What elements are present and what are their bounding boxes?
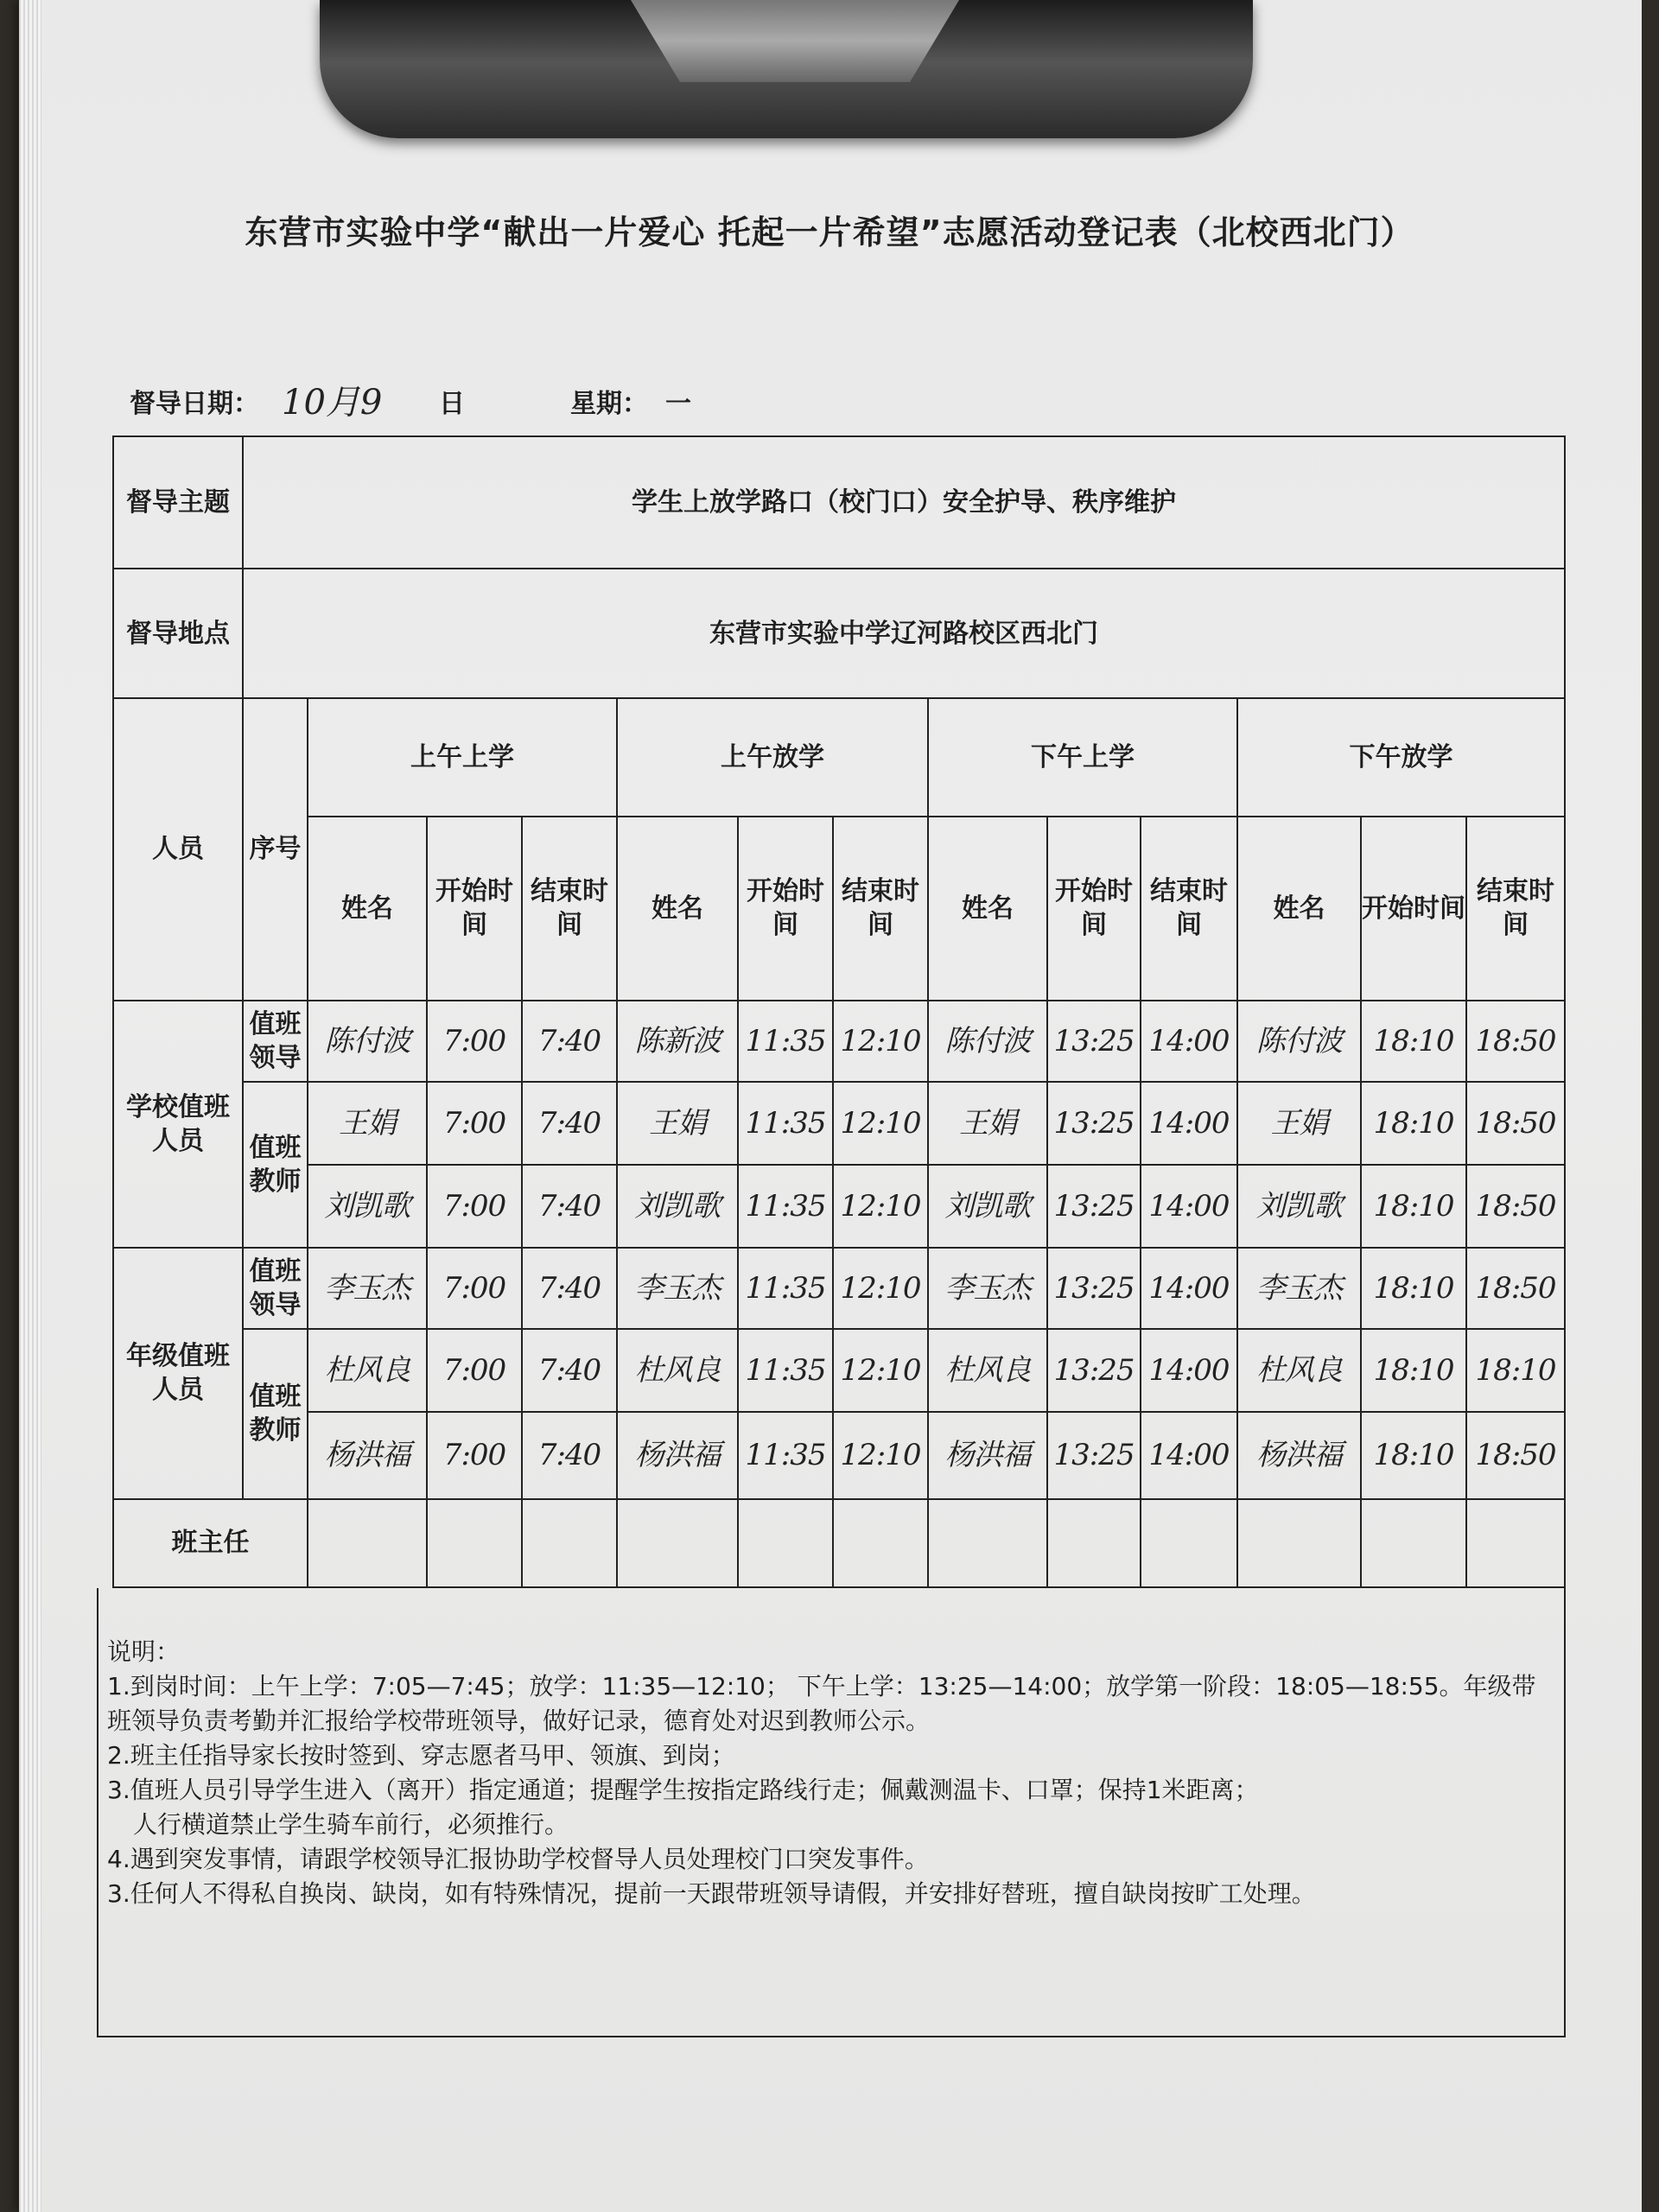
signature-cell: 王娟 bbox=[928, 1082, 1047, 1165]
time-cell: 18:10 bbox=[1361, 1248, 1466, 1329]
role-leader: 值班领导 bbox=[243, 1248, 308, 1329]
time-cell: 13:25 bbox=[1047, 1082, 1141, 1165]
notes-section bbox=[97, 1588, 1566, 2037]
time-cell: 18:10 bbox=[1466, 1329, 1565, 1412]
time-cell: 7:40 bbox=[522, 1165, 617, 1248]
signature-cell: 王娟 bbox=[308, 1082, 427, 1165]
session-header: 上午上学 bbox=[308, 698, 617, 817]
signature-cell: 杨洪福 bbox=[617, 1412, 738, 1498]
role-leader: 值班领导 bbox=[243, 1001, 308, 1082]
end-header: 结束时间 bbox=[833, 817, 928, 1001]
date-day-suffix: 日 bbox=[439, 389, 465, 419]
note-line: 4.遇到突发事情，请跟学校领导汇报协助学校督导人员处理校门口突发事件。 bbox=[107, 1845, 929, 1873]
date-month-day: 10月9 bbox=[282, 383, 383, 423]
note-line: 人行横道禁止学生骑车前行，必须推行。 bbox=[133, 1810, 569, 1839]
location-value: 东营市实验中学辽河路校区西北门 bbox=[243, 569, 1565, 697]
empty-cell bbox=[928, 1499, 1047, 1587]
time-cell: 11:35 bbox=[738, 1329, 833, 1412]
time-cell: 18:10 bbox=[1361, 1001, 1466, 1082]
time-cell: 7:00 bbox=[427, 1329, 522, 1412]
empty-cell bbox=[617, 1499, 738, 1587]
time-cell: 7:00 bbox=[427, 1082, 522, 1165]
serial-header: 序号 bbox=[243, 698, 308, 1001]
end-header: 结束时间 bbox=[1466, 817, 1565, 1001]
signature-cell: 杜风良 bbox=[308, 1329, 427, 1412]
location-label: 督导地点 bbox=[113, 569, 243, 697]
time-cell: 18:50 bbox=[1466, 1001, 1565, 1082]
time-cell: 13:25 bbox=[1047, 1165, 1141, 1248]
signature-cell: 李玉杰 bbox=[308, 1248, 427, 1329]
time-cell: 11:35 bbox=[738, 1001, 833, 1082]
time-cell: 18:10 bbox=[1361, 1165, 1466, 1248]
time-cell: 7:00 bbox=[427, 1412, 522, 1498]
time-cell: 12:10 bbox=[833, 1001, 928, 1082]
empty-cell bbox=[1466, 1499, 1565, 1587]
time-cell: 11:35 bbox=[738, 1082, 833, 1165]
time-cell: 14:00 bbox=[1141, 1001, 1237, 1082]
topic-value: 学生上放学路口（校门口）安全护导、秩序维护 bbox=[243, 436, 1565, 569]
signature-cell: 杨洪福 bbox=[1237, 1412, 1361, 1498]
start-header: 开始时间 bbox=[1361, 817, 1466, 1001]
time-cell: 13:25 bbox=[1047, 1248, 1141, 1329]
role-teacher: 值班教师 bbox=[243, 1329, 308, 1498]
time-cell: 18:50 bbox=[1466, 1082, 1565, 1165]
signature-cell: 杜风良 bbox=[617, 1329, 738, 1412]
empty-cell bbox=[1361, 1499, 1466, 1587]
time-cell: 12:10 bbox=[833, 1248, 928, 1329]
signature-cell: 刘凯歌 bbox=[308, 1165, 427, 1248]
time-cell: 12:10 bbox=[833, 1329, 928, 1412]
signature-cell: 陈付波 bbox=[928, 1001, 1047, 1082]
time-cell: 18:50 bbox=[1466, 1412, 1565, 1498]
signature-cell: 陈新波 bbox=[617, 1001, 738, 1082]
weekday-label: 星期： bbox=[570, 389, 648, 419]
time-cell: 12:10 bbox=[833, 1082, 928, 1165]
time-cell: 7:40 bbox=[522, 1329, 617, 1412]
time-cell: 14:00 bbox=[1141, 1248, 1237, 1329]
signature-cell: 李玉杰 bbox=[928, 1248, 1047, 1329]
empty-cell bbox=[308, 1499, 427, 1587]
signature-cell: 刘凯歌 bbox=[928, 1165, 1047, 1248]
empty-cell bbox=[427, 1499, 522, 1587]
session-header: 下午上学 bbox=[928, 698, 1237, 817]
time-cell: 7:40 bbox=[522, 1412, 617, 1498]
time-cell: 18:10 bbox=[1361, 1412, 1466, 1498]
group-school: 学校值班人员 bbox=[113, 1001, 243, 1248]
signature-cell: 王娟 bbox=[617, 1082, 738, 1165]
note-line: 3.值班人员引导学生进入（离开）指定通道；提醒学生按指定路线行走；佩戴测温卡、口罩；保持1米距离； bbox=[107, 1776, 1259, 1804]
topic-label: 督导主题 bbox=[113, 436, 243, 569]
signature-cell: 刘凯歌 bbox=[1237, 1165, 1361, 1248]
time-cell: 13:25 bbox=[1047, 1412, 1141, 1498]
signature-cell: 陈付波 bbox=[1237, 1001, 1361, 1082]
end-header: 结束时间 bbox=[1141, 817, 1237, 1001]
time-cell: 14:00 bbox=[1141, 1165, 1237, 1248]
head-teacher-label: 班主任 bbox=[113, 1499, 308, 1587]
name-header: 姓名 bbox=[1237, 817, 1361, 1001]
signature-cell: 李玉杰 bbox=[617, 1248, 738, 1329]
signature-cell: 陈付波 bbox=[308, 1001, 427, 1082]
session-header: 下午放学 bbox=[1237, 698, 1565, 817]
note-line: 3.任何人不得私自换岗、缺岗，如有特殊情况，提前一天跟带班领导请假，并安排好替班，擅自缺岗按旷工处理。 bbox=[107, 1879, 1316, 1908]
empty-cell bbox=[522, 1499, 617, 1587]
start-header: 开始时间 bbox=[738, 817, 833, 1001]
time-cell: 7:40 bbox=[522, 1001, 617, 1082]
time-cell: 14:00 bbox=[1141, 1329, 1237, 1412]
empty-cell bbox=[738, 1499, 833, 1587]
time-cell: 11:35 bbox=[738, 1165, 833, 1248]
time-cell: 13:25 bbox=[1047, 1001, 1141, 1082]
time-cell: 7:00 bbox=[427, 1165, 522, 1248]
form-title: 东营市实验中学“献出一片爱心 托起一片希望”志愿活动登记表（北校西北门） bbox=[245, 213, 1414, 251]
weekday-value: 一 bbox=[665, 389, 691, 419]
time-cell: 18:50 bbox=[1466, 1248, 1565, 1329]
role-teacher: 值班教师 bbox=[243, 1082, 308, 1248]
start-header: 开始时间 bbox=[427, 817, 522, 1001]
notes-heading: 说明： bbox=[107, 1637, 181, 1666]
signature-cell: 杜风良 bbox=[928, 1329, 1047, 1412]
date-row bbox=[130, 372, 1339, 423]
empty-cell bbox=[1141, 1499, 1237, 1587]
time-cell: 14:00 bbox=[1141, 1082, 1237, 1165]
empty-cell bbox=[833, 1499, 928, 1587]
session-header: 上午放学 bbox=[617, 698, 928, 817]
clip-hinge bbox=[631, 0, 959, 82]
time-cell: 18:10 bbox=[1361, 1329, 1466, 1412]
time-cell: 13:25 bbox=[1047, 1329, 1141, 1412]
time-cell: 11:35 bbox=[738, 1412, 833, 1498]
time-cell: 7:40 bbox=[522, 1248, 617, 1329]
registration-table bbox=[112, 435, 1564, 1588]
end-header: 结束时间 bbox=[522, 817, 617, 1001]
name-header: 姓名 bbox=[928, 817, 1047, 1001]
time-cell: 12:10 bbox=[833, 1412, 928, 1498]
signature-cell: 刘凯歌 bbox=[617, 1165, 738, 1248]
time-cell: 18:50 bbox=[1466, 1165, 1565, 1248]
empty-cell bbox=[1047, 1499, 1141, 1587]
name-header: 姓名 bbox=[617, 817, 738, 1001]
time-cell: 11:35 bbox=[738, 1248, 833, 1329]
time-cell: 18:10 bbox=[1361, 1082, 1466, 1165]
personnel-header: 人员 bbox=[113, 698, 243, 1001]
signature-cell: 杨洪福 bbox=[308, 1412, 427, 1498]
name-header: 姓名 bbox=[308, 817, 427, 1001]
time-cell: 7:40 bbox=[522, 1082, 617, 1165]
clipboard-clip bbox=[320, 0, 1253, 138]
signature-cell: 王娟 bbox=[1237, 1082, 1361, 1165]
signature-cell: 杜风良 bbox=[1237, 1329, 1361, 1412]
time-cell: 7:00 bbox=[427, 1248, 522, 1329]
empty-cell bbox=[1237, 1499, 1361, 1587]
time-cell: 7:00 bbox=[427, 1001, 522, 1082]
group-grade: 年级值班人员 bbox=[113, 1248, 243, 1499]
paper-stack-edge bbox=[19, 0, 41, 2212]
time-cell: 14:00 bbox=[1141, 1412, 1237, 1498]
signature-cell: 李玉杰 bbox=[1237, 1248, 1361, 1329]
note-line: 2.班主任指导家长按时签到、穿志愿者马甲、领旗、到岗； bbox=[107, 1741, 735, 1770]
signature-cell: 杨洪福 bbox=[928, 1412, 1047, 1498]
start-header: 开始时间 bbox=[1047, 817, 1141, 1001]
note-line: 1.到岗时间：上午上学：7:05—7:45；放学：11:35—12:10； 下午上学：13:25—14:00；放学第一阶段：18:05—18:55。年级带班领导负责考勤并汇报给学校带班领导，做好记录，德育处对迟到教师公示。 bbox=[107, 1672, 1536, 1735]
time-cell: 12:10 bbox=[833, 1165, 928, 1248]
date-label: 督导日期： bbox=[130, 389, 259, 419]
